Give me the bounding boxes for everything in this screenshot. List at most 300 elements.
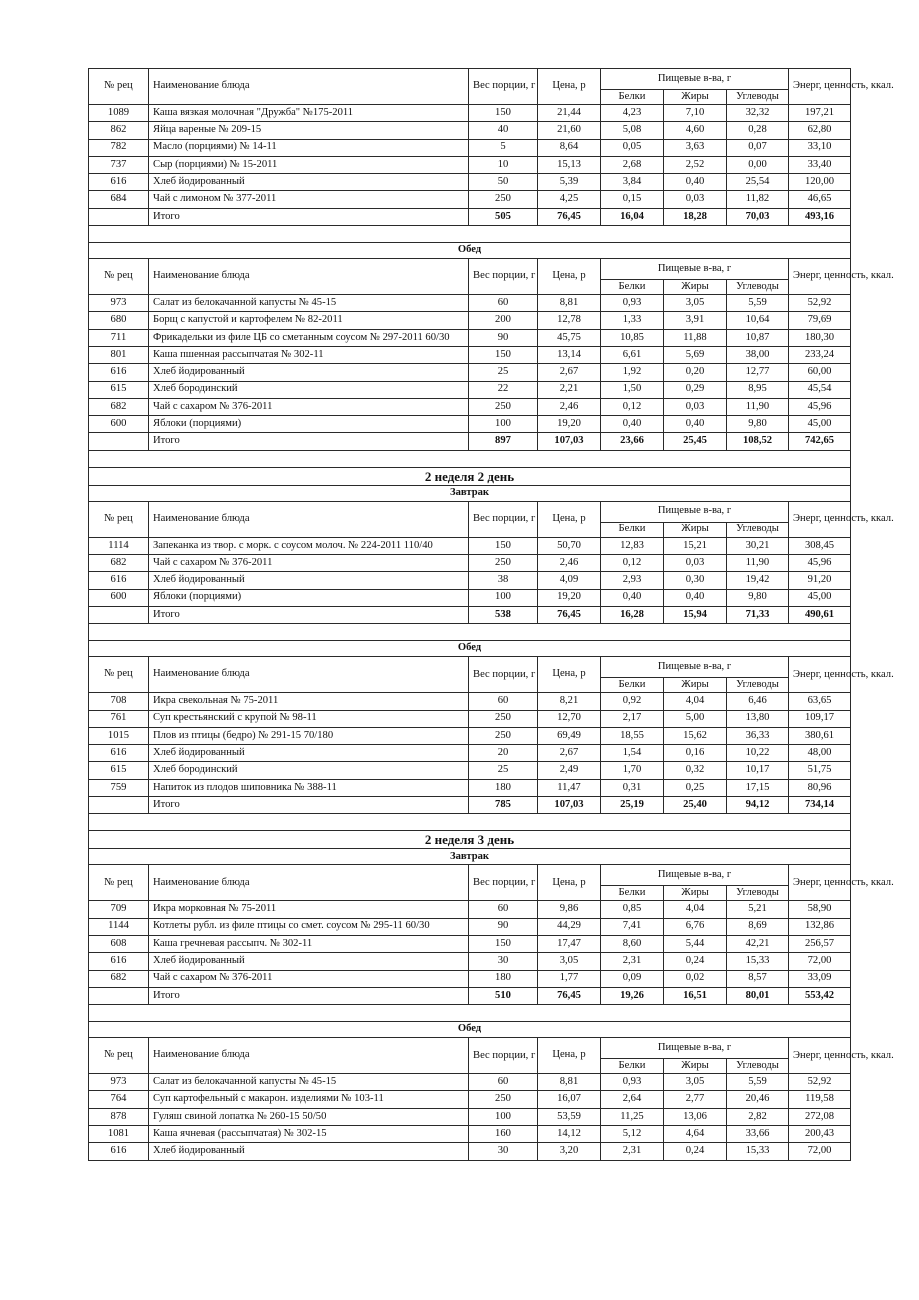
- table-row: [89, 1108, 851, 1125]
- header-nutrients: Пищевые в-ва, г: [601, 501, 789, 522]
- header-protein: Белки: [601, 678, 664, 693]
- dish-name-cell: Суп картофельный с макарон. изделиями № 103-11: [149, 1091, 469, 1108]
- header-protein: Белки: [601, 1059, 664, 1074]
- table-row: [89, 1091, 851, 1108]
- table-header-row: [89, 259, 851, 280]
- dish-name-cell: Икра свекольная № 75-2011: [149, 693, 469, 710]
- menu-table-body: [89, 69, 894, 1161]
- carbs-cell: 32,32: [727, 105, 789, 122]
- protein-cell: 0,15: [601, 191, 664, 208]
- carbs-cell: 15,33: [727, 953, 789, 970]
- protein-cell: 12,83: [601, 537, 664, 554]
- weight-cell: 250: [469, 727, 538, 744]
- menu-sheet: [88, 68, 894, 1161]
- day-title-row: [89, 467, 851, 485]
- total-fat-cell: 18,28: [664, 208, 727, 225]
- table-row: [89, 1125, 851, 1142]
- energy-cell: 380,61: [789, 727, 851, 744]
- header-dish-name: Наименование блюда: [149, 259, 469, 295]
- energy-cell: 51,75: [789, 762, 851, 779]
- dish-name-cell: Каша пшенная рассыпчатая № 302-11: [149, 346, 469, 363]
- table-row: [89, 762, 851, 779]
- table-row: [89, 346, 851, 363]
- energy-cell: 308,45: [789, 537, 851, 554]
- energy-cell: 63,65: [789, 693, 851, 710]
- total-fat-cell: 25,40: [664, 797, 727, 814]
- header-rec-number: № рец: [89, 501, 149, 537]
- total-price-cell: 107,03: [538, 433, 601, 450]
- weight-cell: 38: [469, 572, 538, 589]
- rec-number-cell: 615: [89, 381, 149, 398]
- energy-cell: 45,00: [789, 416, 851, 433]
- total-energy-cell: 490,61: [789, 606, 851, 623]
- price-cell: 11,47: [538, 779, 601, 796]
- weight-cell: 150: [469, 537, 538, 554]
- total-energy-cell: 493,16: [789, 208, 851, 225]
- energy-cell: 91,20: [789, 572, 851, 589]
- price-cell: 21,60: [538, 122, 601, 139]
- header-nutrients: Пищевые в-ва, г: [601, 1038, 789, 1059]
- carbs-cell: 8,57: [727, 970, 789, 987]
- price-cell: 16,07: [538, 1091, 601, 1108]
- rec-number-cell: 973: [89, 1074, 149, 1091]
- fat-cell: 13,06: [664, 1108, 727, 1125]
- price-cell: 12,70: [538, 710, 601, 727]
- energy-cell: 132,86: [789, 918, 851, 935]
- table-row: [89, 727, 851, 744]
- rec-number-cell: 973: [89, 295, 149, 312]
- carbs-cell: 10,22: [727, 745, 789, 762]
- price-cell: 19,20: [538, 589, 601, 606]
- dish-name-cell: Фрикадельки из филе ЦБ со сметанным соусом № 297-2011 60/30: [149, 329, 469, 346]
- table-row: [89, 953, 851, 970]
- fat-cell: 2,77: [664, 1091, 727, 1108]
- fat-cell: 0,24: [664, 953, 727, 970]
- protein-cell: 2,64: [601, 1091, 664, 1108]
- price-cell: 21,44: [538, 105, 601, 122]
- weight-cell: 10: [469, 156, 538, 173]
- carbs-cell: 0,00: [727, 156, 789, 173]
- header-dish-name: Наименование блюда: [149, 69, 469, 105]
- fat-cell: 6,76: [664, 918, 727, 935]
- price-cell: 2,49: [538, 762, 601, 779]
- spacer-cell: [89, 624, 851, 641]
- table-row: [89, 693, 851, 710]
- total-carbs-cell: 94,12: [727, 797, 789, 814]
- table-header-row: [89, 69, 851, 90]
- dish-name-cell: Хлеб йодированный: [149, 745, 469, 762]
- price-cell: 14,12: [538, 1125, 601, 1142]
- weight-cell: 160: [469, 1125, 538, 1142]
- header-rec-number: № рец: [89, 1038, 149, 1074]
- header-carbs: Углеводы: [727, 1059, 789, 1074]
- energy-cell: 60,00: [789, 364, 851, 381]
- header-price: Цена, р: [538, 657, 601, 693]
- total-rec-number-cell: [89, 433, 149, 450]
- price-cell: 8,64: [538, 139, 601, 156]
- table-row: [89, 555, 851, 572]
- weight-cell: 50: [469, 174, 538, 191]
- energy-cell: 45,00: [789, 589, 851, 606]
- rec-number-cell: 782: [89, 139, 149, 156]
- fat-cell: 0,20: [664, 364, 727, 381]
- header-rec-number: № рец: [89, 865, 149, 901]
- table-row: [89, 364, 851, 381]
- spacer-row: [89, 450, 851, 467]
- dish-name-cell: Яблоки (порциями): [149, 416, 469, 433]
- meal-title: Обед: [89, 1022, 851, 1038]
- dish-name-cell: Чай с сахаром № 376-2011: [149, 398, 469, 415]
- fat-cell: 0,40: [664, 589, 727, 606]
- weight-cell: 250: [469, 191, 538, 208]
- price-cell: 19,20: [538, 416, 601, 433]
- protein-cell: 2,31: [601, 953, 664, 970]
- carbs-cell: 0,28: [727, 122, 789, 139]
- rec-number-cell: 737: [89, 156, 149, 173]
- total-price-cell: 76,45: [538, 606, 601, 623]
- fat-cell: 0,03: [664, 191, 727, 208]
- fat-cell: 11,88: [664, 329, 727, 346]
- dish-name-cell: Яблоки (порциями): [149, 589, 469, 606]
- carbs-cell: 10,17: [727, 762, 789, 779]
- header-price: Цена, р: [538, 865, 601, 901]
- price-cell: 2,46: [538, 555, 601, 572]
- table-row: [89, 779, 851, 796]
- protein-cell: 0,40: [601, 416, 664, 433]
- spacer-row: [89, 624, 851, 641]
- fat-cell: 5,44: [664, 935, 727, 952]
- table-row: [89, 901, 851, 918]
- rec-number-cell: 878: [89, 1108, 149, 1125]
- table-row: [89, 122, 851, 139]
- carbs-cell: 15,33: [727, 1143, 789, 1160]
- energy-cell: 58,90: [789, 901, 851, 918]
- meal-title-row: [89, 641, 851, 657]
- fat-cell: 0,16: [664, 745, 727, 762]
- price-cell: 50,70: [538, 537, 601, 554]
- header-carbs: Углеводы: [727, 280, 789, 295]
- dish-name-cell: Плов из птицы (бедро) № 291-15 70/180: [149, 727, 469, 744]
- fat-cell: 3,63: [664, 139, 727, 156]
- total-dish-name-cell: Итого: [149, 433, 469, 450]
- total-row: [89, 987, 851, 1004]
- fat-cell: 3,91: [664, 312, 727, 329]
- energy-cell: 80,96: [789, 779, 851, 796]
- menu-table: [88, 68, 894, 1161]
- weight-cell: 30: [469, 1143, 538, 1160]
- rec-number-cell: 708: [89, 693, 149, 710]
- rec-number-cell: 1081: [89, 1125, 149, 1142]
- total-weight-cell: 505: [469, 208, 538, 225]
- rec-number-cell: 680: [89, 312, 149, 329]
- header-rec-number: № рец: [89, 259, 149, 295]
- protein-cell: 11,25: [601, 1108, 664, 1125]
- header-protein: Белки: [601, 280, 664, 295]
- carbs-cell: 25,54: [727, 174, 789, 191]
- energy-cell: 200,43: [789, 1125, 851, 1142]
- protein-cell: 0,05: [601, 139, 664, 156]
- fat-cell: 0,32: [664, 762, 727, 779]
- energy-cell: 46,65: [789, 191, 851, 208]
- energy-cell: 52,92: [789, 1074, 851, 1091]
- energy-cell: 33,40: [789, 156, 851, 173]
- table-row: [89, 589, 851, 606]
- protein-cell: 4,23: [601, 105, 664, 122]
- fat-cell: 0,40: [664, 174, 727, 191]
- rec-number-cell: 1114: [89, 537, 149, 554]
- protein-cell: 5,12: [601, 1125, 664, 1142]
- rec-number-cell: 1144: [89, 918, 149, 935]
- total-price-cell: 107,03: [538, 797, 601, 814]
- energy-cell: 119,58: [789, 1091, 851, 1108]
- dish-name-cell: Суп крестьянский с крупой № 98-11: [149, 710, 469, 727]
- weight-cell: 90: [469, 918, 538, 935]
- rec-number-cell: 600: [89, 589, 149, 606]
- price-cell: 2,67: [538, 745, 601, 762]
- energy-cell: 79,69: [789, 312, 851, 329]
- dish-name-cell: Хлеб йодированный: [149, 364, 469, 381]
- total-protein-cell: 16,28: [601, 606, 664, 623]
- dish-name-cell: Чай с лимоном № 377-2011: [149, 191, 469, 208]
- spacer-cell: [89, 450, 851, 467]
- total-row: [89, 208, 851, 225]
- price-cell: 2,46: [538, 398, 601, 415]
- total-carbs-cell: 108,52: [727, 433, 789, 450]
- total-rec-number-cell: [89, 987, 149, 1004]
- price-cell: 2,67: [538, 364, 601, 381]
- fat-cell: 5,69: [664, 346, 727, 363]
- table-row: [89, 572, 851, 589]
- carbs-cell: 5,59: [727, 1074, 789, 1091]
- protein-cell: 0,93: [601, 1074, 664, 1091]
- rec-number-cell: 759: [89, 779, 149, 796]
- dish-name-cell: Котлеты рубл. из филе птицы со смет. соусом № 295-11 60/30: [149, 918, 469, 935]
- carbs-cell: 10,87: [727, 329, 789, 346]
- carbs-cell: 36,33: [727, 727, 789, 744]
- header-fat: Жиры: [664, 886, 727, 901]
- weight-cell: 250: [469, 1091, 538, 1108]
- price-cell: 12,78: [538, 312, 601, 329]
- energy-cell: 45,96: [789, 555, 851, 572]
- day-title-row: [89, 831, 851, 849]
- table-row: [89, 935, 851, 952]
- price-cell: 44,29: [538, 918, 601, 935]
- carbs-cell: 9,80: [727, 416, 789, 433]
- fat-cell: 0,40: [664, 416, 727, 433]
- energy-cell: 256,57: [789, 935, 851, 952]
- protein-cell: 0,93: [601, 295, 664, 312]
- weight-cell: 60: [469, 693, 538, 710]
- header-dish-name: Наименование блюда: [149, 1038, 469, 1074]
- table-row: [89, 174, 851, 191]
- weight-cell: 100: [469, 589, 538, 606]
- header-carbs: Углеводы: [727, 886, 789, 901]
- total-dish-name-cell: Итого: [149, 987, 469, 1004]
- total-price-cell: 76,45: [538, 208, 601, 225]
- total-fat-cell: 25,45: [664, 433, 727, 450]
- header-carbs: Углеводы: [727, 90, 789, 105]
- header-carbs: Углеводы: [727, 678, 789, 693]
- table-row: [89, 918, 851, 935]
- rec-number-cell: 1089: [89, 105, 149, 122]
- total-row: [89, 797, 851, 814]
- weight-cell: 5: [469, 139, 538, 156]
- rec-number-cell: 684: [89, 191, 149, 208]
- protein-cell: 8,60: [601, 935, 664, 952]
- header-protein: Белки: [601, 90, 664, 105]
- table-row: [89, 295, 851, 312]
- meal-title-row: [89, 485, 851, 501]
- carbs-cell: 8,95: [727, 381, 789, 398]
- dish-name-cell: Напиток из плодов шиповника № 388-11: [149, 779, 469, 796]
- dish-name-cell: Салат из белокачанной капусты № 45-15: [149, 1074, 469, 1091]
- spacer-cell: [89, 226, 851, 243]
- header-price: Цена, р: [538, 501, 601, 537]
- dish-name-cell: Каша вязкая молочная "Дружба" №175-2011: [149, 105, 469, 122]
- header-fat: Жиры: [664, 1059, 727, 1074]
- header-dish-name: Наименование блюда: [149, 865, 469, 901]
- carbs-cell: 9,80: [727, 589, 789, 606]
- total-weight-cell: 785: [469, 797, 538, 814]
- weight-cell: 20: [469, 745, 538, 762]
- carbs-cell: 19,42: [727, 572, 789, 589]
- protein-cell: 0,40: [601, 589, 664, 606]
- fat-cell: 0,30: [664, 572, 727, 589]
- carbs-cell: 33,66: [727, 1125, 789, 1142]
- spacer-row: [89, 226, 851, 243]
- fat-cell: 2,52: [664, 156, 727, 173]
- price-cell: 8,81: [538, 295, 601, 312]
- rec-number-cell: 616: [89, 953, 149, 970]
- header-fat: Жиры: [664, 678, 727, 693]
- header-fat: Жиры: [664, 280, 727, 295]
- rec-number-cell: 862: [89, 122, 149, 139]
- fat-cell: 4,04: [664, 901, 727, 918]
- fat-cell: 15,21: [664, 537, 727, 554]
- spacer-row: [89, 814, 851, 831]
- protein-cell: 0,85: [601, 901, 664, 918]
- total-dish-name-cell: Итого: [149, 606, 469, 623]
- header-weight: Вес порции, г: [469, 259, 538, 295]
- meal-title: Завтрак: [89, 849, 851, 865]
- dish-name-cell: Салат из белокачанной капусты № 45-15: [149, 295, 469, 312]
- protein-cell: 6,61: [601, 346, 664, 363]
- carbs-cell: 8,69: [727, 918, 789, 935]
- total-weight-cell: 897: [469, 433, 538, 450]
- weight-cell: 150: [469, 346, 538, 363]
- dish-name-cell: Сыр (порциями) № 15-2011: [149, 156, 469, 173]
- weight-cell: 25: [469, 762, 538, 779]
- spacer-cell: [89, 814, 851, 831]
- price-cell: 5,39: [538, 174, 601, 191]
- dish-name-cell: Хлеб йодированный: [149, 953, 469, 970]
- energy-cell: 109,17: [789, 710, 851, 727]
- energy-cell: 52,92: [789, 295, 851, 312]
- header-rec-number: № рец: [89, 657, 149, 693]
- total-price-cell: 76,45: [538, 987, 601, 1004]
- table-header-row: [89, 1038, 851, 1059]
- table-row: [89, 1074, 851, 1091]
- energy-cell: 45,54: [789, 381, 851, 398]
- table-row: [89, 745, 851, 762]
- total-rec-number-cell: [89, 606, 149, 623]
- weight-cell: 60: [469, 1074, 538, 1091]
- weight-cell: 150: [469, 105, 538, 122]
- energy-cell: 33,09: [789, 970, 851, 987]
- table-row: [89, 329, 851, 346]
- header-energy: Энерг, ценность, ккал.: [789, 1038, 851, 1074]
- dish-name-cell: Гуляш свиной лопатка № 260-15 50/50: [149, 1108, 469, 1125]
- total-energy-cell: 734,14: [789, 797, 851, 814]
- protein-cell: 0,92: [601, 693, 664, 710]
- total-fat-cell: 15,94: [664, 606, 727, 623]
- total-row: [89, 606, 851, 623]
- total-rec-number-cell: [89, 208, 149, 225]
- weight-cell: 180: [469, 779, 538, 796]
- total-energy-cell: 742,65: [789, 433, 851, 450]
- protein-cell: 1,33: [601, 312, 664, 329]
- protein-cell: 7,41: [601, 918, 664, 935]
- rec-number-cell: 761: [89, 710, 149, 727]
- price-cell: 69,49: [538, 727, 601, 744]
- dish-name-cell: Хлеб бородинский: [149, 381, 469, 398]
- dish-name-cell: Яйца вареные № 209-15: [149, 122, 469, 139]
- total-weight-cell: 538: [469, 606, 538, 623]
- carbs-cell: 12,77: [727, 364, 789, 381]
- energy-cell: 48,00: [789, 745, 851, 762]
- weight-cell: 250: [469, 398, 538, 415]
- table-row: [89, 156, 851, 173]
- carbs-cell: 17,15: [727, 779, 789, 796]
- total-protein-cell: 25,19: [601, 797, 664, 814]
- header-price: Цена, р: [538, 1038, 601, 1074]
- table-row: [89, 537, 851, 554]
- fat-cell: 15,62: [664, 727, 727, 744]
- protein-cell: 10,85: [601, 329, 664, 346]
- energy-cell: 197,21: [789, 105, 851, 122]
- fat-cell: 0,02: [664, 970, 727, 987]
- header-energy: Энерг, ценность, ккал.: [789, 501, 851, 537]
- protein-cell: 18,55: [601, 727, 664, 744]
- table-row: [89, 381, 851, 398]
- weight-cell: 22: [469, 381, 538, 398]
- dish-name-cell: Чай с сахаром № 376-2011: [149, 970, 469, 987]
- protein-cell: 5,08: [601, 122, 664, 139]
- dish-name-cell: Масло (порциями) № 14-11: [149, 139, 469, 156]
- rec-number-cell: 615: [89, 762, 149, 779]
- rec-number-cell: 616: [89, 745, 149, 762]
- total-carbs-cell: 70,03: [727, 208, 789, 225]
- fat-cell: 5,00: [664, 710, 727, 727]
- fat-cell: 0,29: [664, 381, 727, 398]
- carbs-cell: 5,21: [727, 901, 789, 918]
- header-protein: Белки: [601, 886, 664, 901]
- header-dish-name: Наименование блюда: [149, 657, 469, 693]
- rec-number-cell: 1015: [89, 727, 149, 744]
- table-header-row: [89, 501, 851, 522]
- energy-cell: 120,00: [789, 174, 851, 191]
- total-weight-cell: 510: [469, 987, 538, 1004]
- weight-cell: 200: [469, 312, 538, 329]
- protein-cell: 1,54: [601, 745, 664, 762]
- weight-cell: 25: [469, 364, 538, 381]
- price-cell: 9,86: [538, 901, 601, 918]
- weight-cell: 100: [469, 1108, 538, 1125]
- header-nutrients: Пищевые в-ва, г: [601, 657, 789, 678]
- rec-number-cell: 600: [89, 416, 149, 433]
- fat-cell: 3,05: [664, 295, 727, 312]
- table-header-row: [89, 657, 851, 678]
